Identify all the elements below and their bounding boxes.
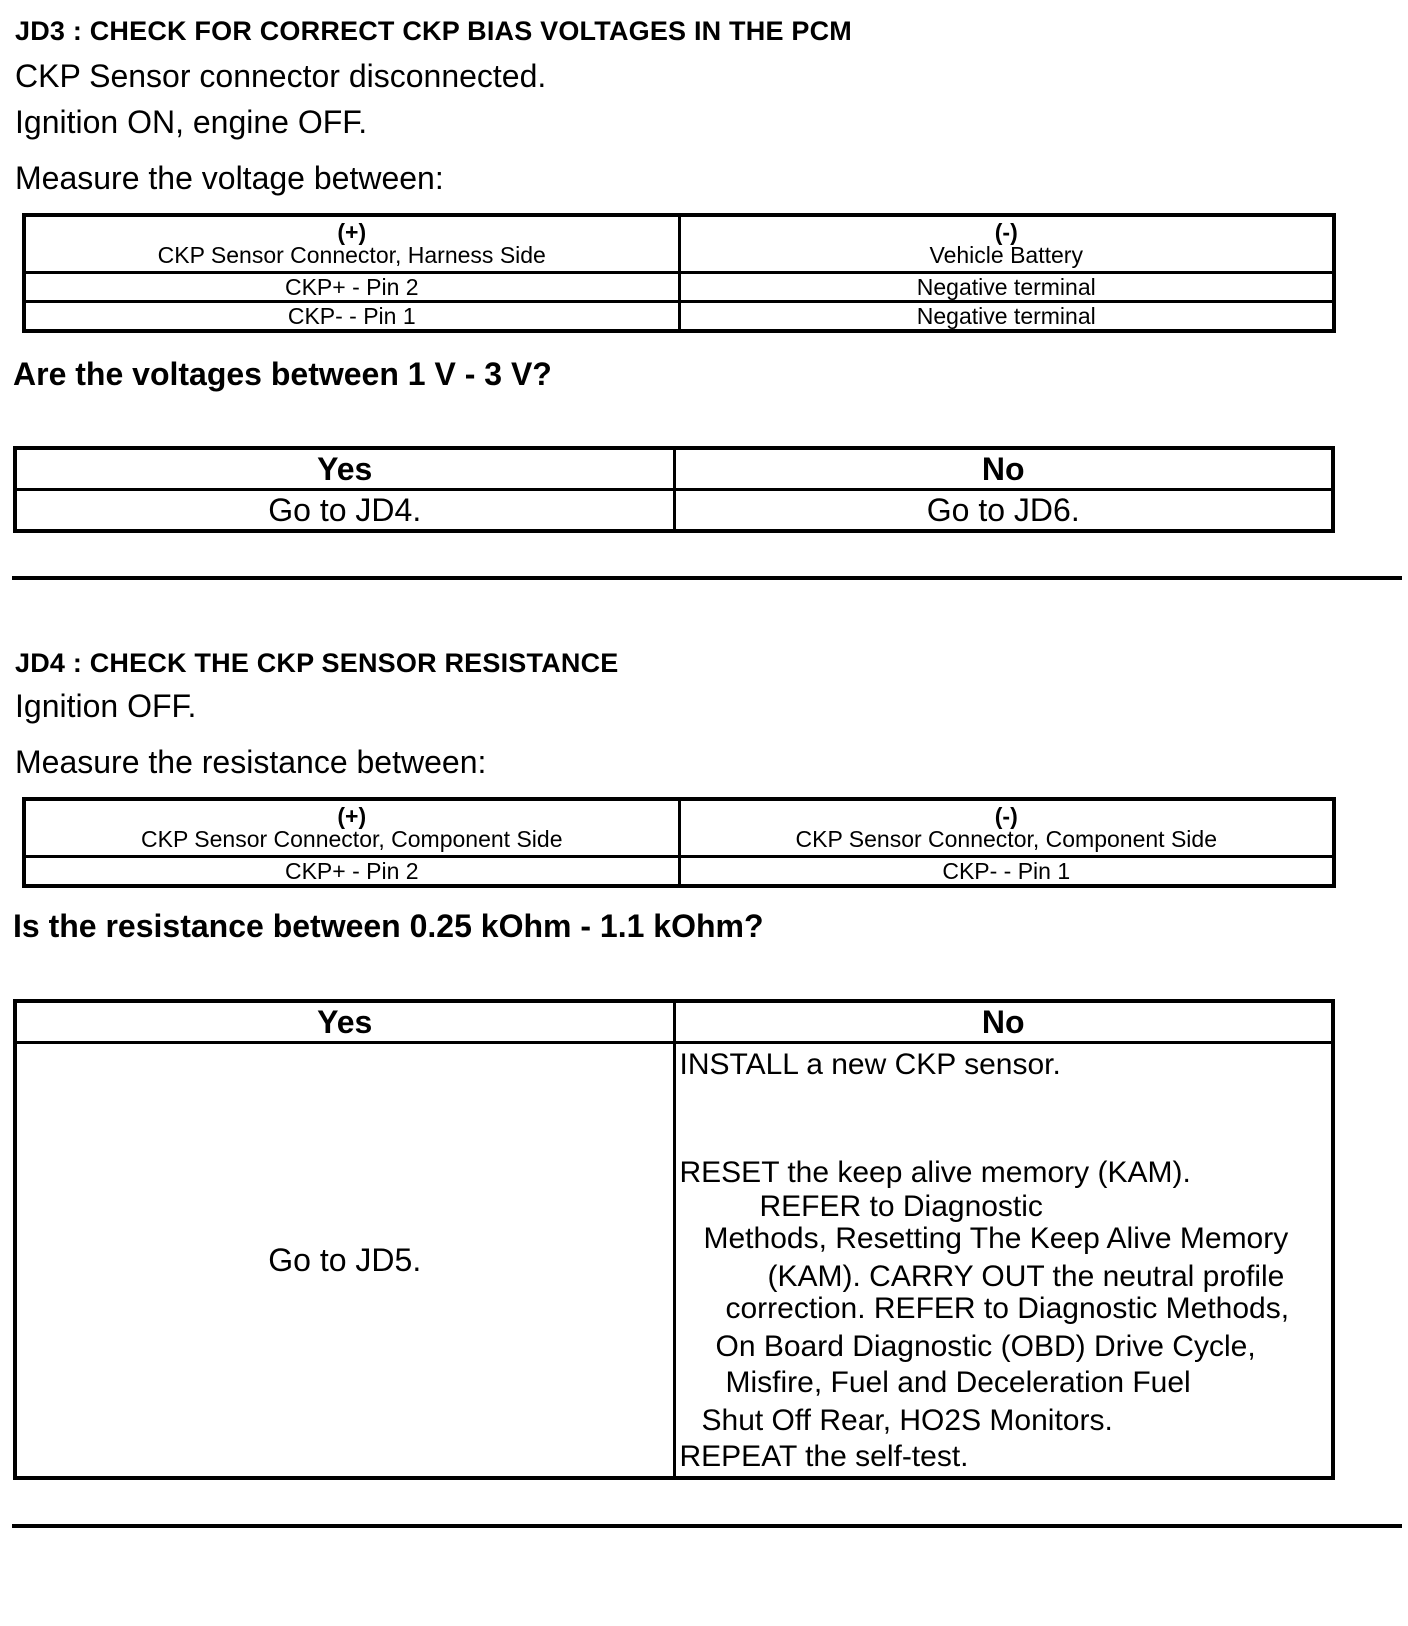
jd3-measure-label: Measure the voltage between: bbox=[15, 160, 444, 196]
jd3-no-header: No bbox=[674, 448, 1333, 490]
jd4-heading: JD4 : CHECK THE CKP SENSOR RESISTANCE bbox=[15, 648, 619, 678]
jd4-no-step-1: INSTALL a new CKP sensor. bbox=[679, 1048, 1061, 1081]
jd4-no-step-8: Misfire, Fuel and Deceleration Fuel bbox=[725, 1366, 1191, 1399]
jd4-minus-header bbox=[679, 799, 1334, 857]
jd4-row1-minus: CKP- - Pin 1 bbox=[679, 857, 1334, 887]
jd4-no-step-9: Shut Off Rear, HO2S Monitors. bbox=[701, 1404, 1113, 1437]
jd3-row1-plus: CKP+ - Pin 2 bbox=[24, 273, 679, 302]
jd4-answer-table bbox=[13, 999, 1335, 1480]
jd4-no-step-7: On Board Diagnostic (OBD) Drive Cycle, bbox=[715, 1330, 1256, 1363]
jd4-no-header: No bbox=[674, 1001, 1333, 1043]
jd3-plus-label: CKP Sensor Connector, Harness Side bbox=[157, 242, 546, 268]
jd3-condition-2: Ignition ON, engine OFF. bbox=[15, 104, 368, 140]
jd4-measure-label: Measure the resistance between: bbox=[15, 744, 487, 780]
jd4-plus-header bbox=[24, 799, 679, 857]
jd3-minus-label: Vehicle Battery bbox=[929, 242, 1083, 268]
jd4-no-step-6: correction. REFER to Diagnostic Methods, bbox=[725, 1292, 1290, 1325]
jd3-minus-header bbox=[679, 215, 1334, 273]
jd3-minus-sign: (-) bbox=[994, 219, 1018, 245]
jd4-row1-plus: CKP+ - Pin 2 bbox=[24, 857, 679, 887]
jd4-yes-action: Go to JD5. bbox=[15, 1043, 674, 1479]
jd3-row2-minus: Negative terminal bbox=[679, 302, 1334, 332]
jd4-question: Is the resistance between 0.25 kOhm - 1.1 kOhm? bbox=[13, 908, 764, 944]
jd4-no-action bbox=[674, 1043, 1333, 1479]
table-row bbox=[24, 857, 1334, 887]
section-divider bbox=[12, 1524, 1402, 1528]
jd3-plus-header bbox=[24, 215, 679, 273]
section-divider bbox=[12, 576, 1402, 580]
jd3-answer-table bbox=[13, 446, 1335, 533]
jd3-row2-plus: CKP- - Pin 1 bbox=[24, 302, 679, 332]
jd4-yes-header: Yes bbox=[15, 1001, 674, 1043]
jd4-minus-sign: (-) bbox=[994, 803, 1018, 829]
table-row bbox=[24, 302, 1334, 332]
jd4-measure-table bbox=[22, 797, 1336, 888]
jd4-plus-sign: (+) bbox=[337, 803, 367, 829]
jd3-measure-table bbox=[22, 213, 1336, 333]
jd3-yes-header: Yes bbox=[15, 448, 674, 490]
jd4-minus-label: CKP Sensor Connector, Component Side bbox=[795, 826, 1217, 852]
jd4-no-step-4: Methods, Resetting The Keep Alive Memory bbox=[703, 1222, 1289, 1255]
jd3-row1-minus: Negative terminal bbox=[679, 273, 1334, 302]
jd4-no-step-3: REFER to Diagnostic bbox=[759, 1190, 1043, 1223]
jd3-heading: JD3 : CHECK FOR CORRECT CKP BIAS VOLTAGES IN THE PCM bbox=[15, 16, 852, 46]
jd4-condition-1: Ignition OFF. bbox=[15, 688, 197, 724]
table-row bbox=[24, 273, 1334, 302]
jd3-no-action: Go to JD6. bbox=[674, 490, 1333, 532]
jd4-no-step-10: REPEAT the self-test. bbox=[679, 1440, 969, 1473]
jd3-question: Are the voltages between 1 V - 3 V? bbox=[13, 356, 552, 392]
jd3-plus-sign: (+) bbox=[337, 219, 367, 245]
jd3-yes-action: Go to JD4. bbox=[15, 490, 674, 532]
jd4-no-step-2: RESET the keep alive memory (KAM). bbox=[679, 1156, 1191, 1189]
jd3-condition-1: CKP Sensor connector disconnected. bbox=[15, 58, 547, 94]
jd4-no-step-5: (KAM). CARRY OUT the neutral profile bbox=[767, 1260, 1285, 1293]
jd4-plus-label: CKP Sensor Connector, Component Side bbox=[141, 826, 563, 852]
